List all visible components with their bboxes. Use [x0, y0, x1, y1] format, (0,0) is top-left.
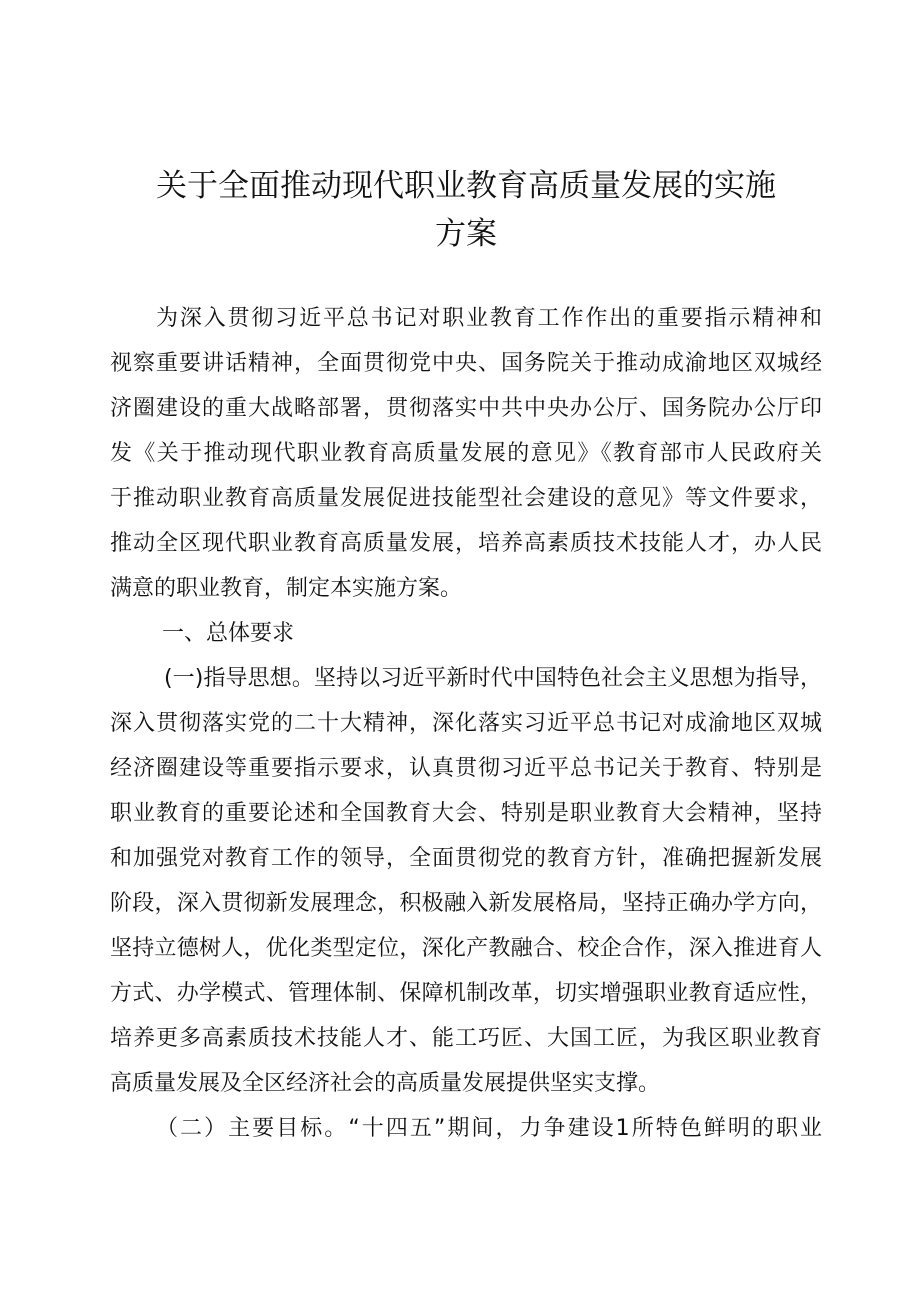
guiding-paragraph-line: 经济圈建设等重要指示要求，认真贯彻习近平总书记关于教育、特别是: [110, 756, 822, 781]
guiding-paragraph-line: 坚持立德树人，优化类型定位，深化产教融合、校企合作，深入推进育人: [110, 936, 822, 961]
section-heading: 一、总体要求: [162, 621, 295, 646]
goals-paragraph-line: （二）主要目标。“十四五”期间，力争建设1所特色鲜明的职业: [156, 1116, 822, 1141]
document-body: [110, 296, 822, 1151]
intro-paragraph-line: 于推动职业教育高质量发展促进技能型社会建设的意见》等文件要求，: [110, 486, 822, 511]
guiding-paragraph-line: 阶段，深入贯彻新发展理念，积极融入新发展格局，坚持正确办学方向，: [110, 891, 822, 916]
guiding-paragraph-line: 职业教育的重要论述和全国教育大会、特别是职业教育大会精神，坚持: [110, 801, 822, 826]
guiding-paragraph-line: 培养更多高素质技术技能人才、能工巧匠、大国工匠，为我区职业教育: [110, 1026, 822, 1051]
guiding-paragraph-line: 方式、办学模式、管理体制、保障机制改革，切实增强职业教育适应性，: [110, 981, 822, 1006]
document-title-line-2: 方案: [435, 216, 497, 252]
guiding-paragraph-line: 高质量发展及全区经济社会的高质量发展提供坚实支撑。: [110, 1071, 661, 1096]
guiding-paragraph-line: 和加强党对教育工作的领导，全面贯彻党的教育方针，准确把握新发展: [110, 846, 822, 871]
guiding-paragraph-line: (一)指导思想。坚持以习近平新时代中国特色社会主义思想为指导，: [164, 666, 822, 691]
intro-paragraph-line: 济圈建设的重大战略部署，贯彻落实中共中央办公厅、国务院办公厅印: [110, 396, 822, 421]
intro-paragraph-line: 为深入贯彻习近平总书记对职业教育工作作出的重要指示精神和: [156, 306, 822, 331]
intro-paragraph-line: 发《关于推动现代职业教育高质量发展的意见》《教育部市人民政府关: [110, 441, 822, 466]
intro-paragraph-line: 满意的职业教育，制定本实施方案。: [110, 576, 463, 601]
intro-paragraph-line: 视察重要讲话精神，全面贯彻党中央、国务院关于推动成渝地区双城经: [110, 351, 822, 376]
guiding-paragraph-line: 深入贯彻落实党的二十大精神，深化落实习近平总书记对成渝地区双城: [110, 711, 822, 736]
document-title-line-1: 关于全面推动现代职业教育高质量发展的实施: [156, 168, 776, 204]
intro-paragraph-line: 推动全区现代职业教育高质量发展，培养高素质技术技能人才，办人民: [110, 531, 822, 556]
